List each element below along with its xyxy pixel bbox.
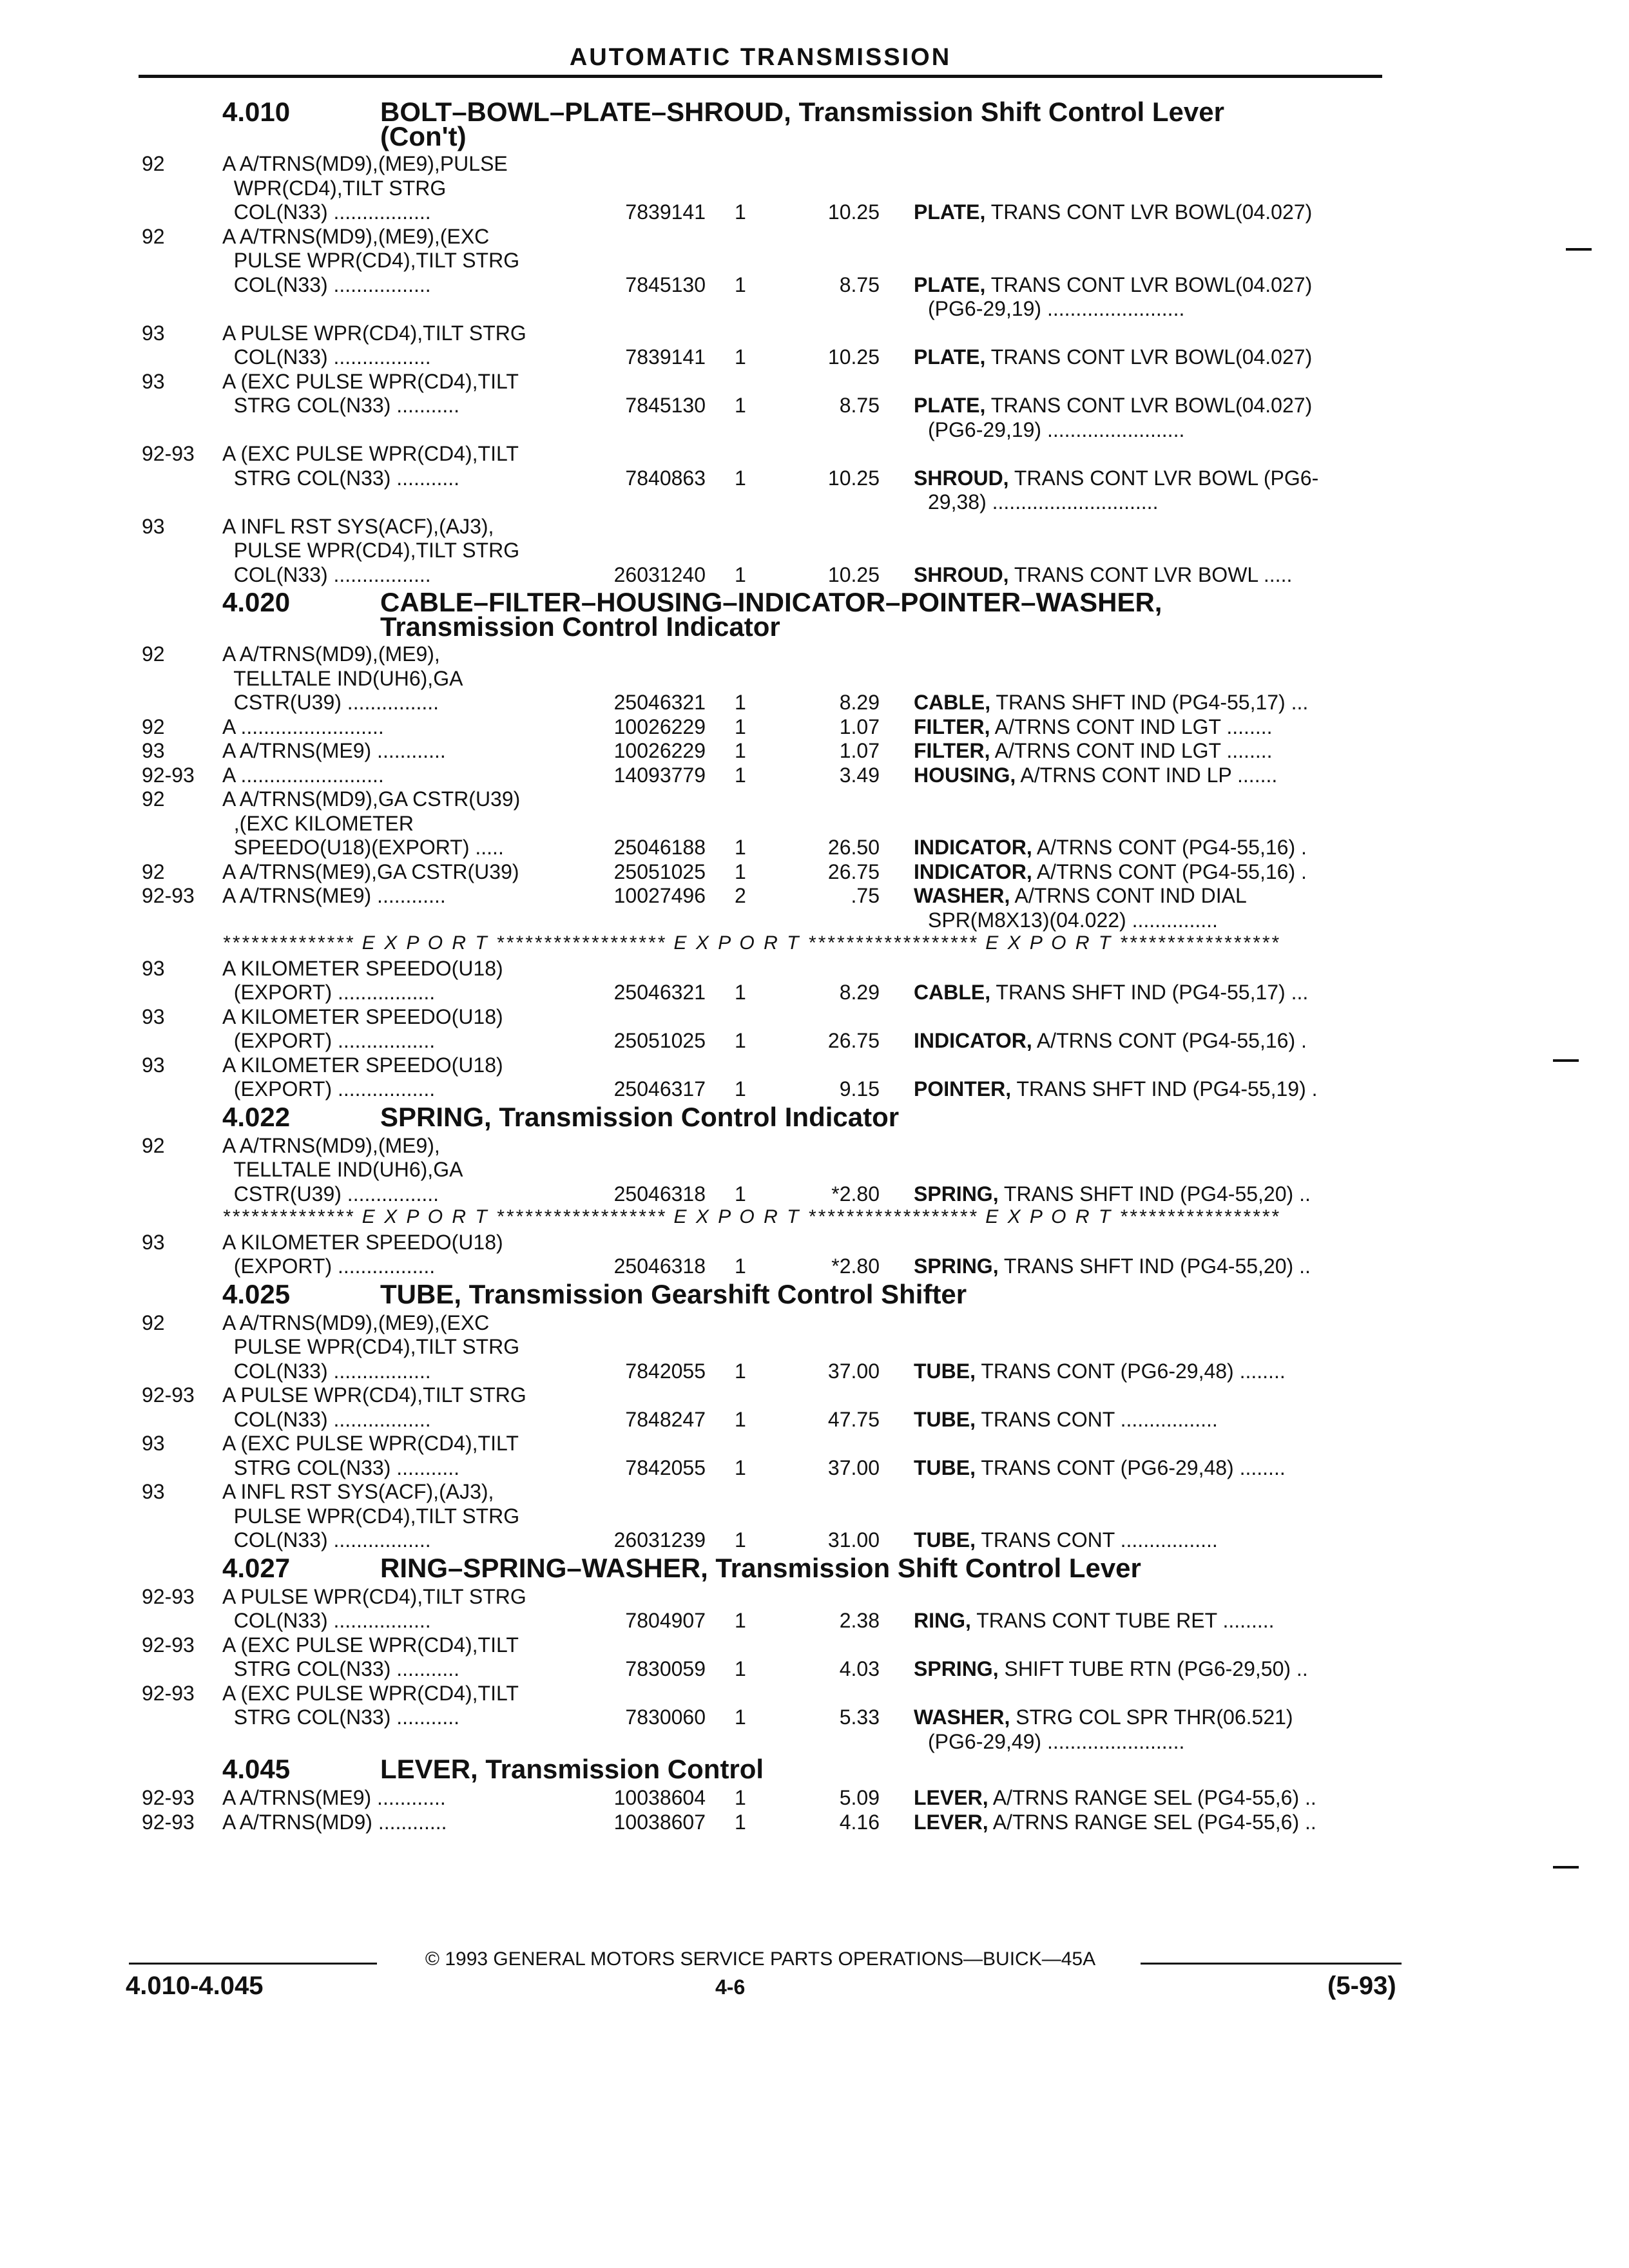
part-name: FILTER, <box>914 739 990 762</box>
part-name: TUBE, <box>914 1407 976 1431</box>
model-usage: A PULSE WPR(CD4),TILT STRG <box>222 1584 526 1608</box>
part-description-text: TRANS CONT LVR BOWL(04.027) <box>990 394 1313 417</box>
model-usage: A A/TRNS(MD9) ............ <box>222 1810 447 1834</box>
model-usage: A KILOMETER SPEEDO(U18) <box>222 1230 503 1254</box>
section-code: 4.020 <box>222 587 291 617</box>
part-name: TUBE, <box>914 1456 976 1479</box>
model-usage: STRG COL(N33) ........... <box>222 466 460 490</box>
part-description-text: A/TRNS RANGE SEL (PG4-55,6) .. <box>992 1810 1316 1834</box>
price: 10.25 <box>827 200 880 224</box>
model-usage: COL(N33) ................. <box>222 200 431 224</box>
model-usage: STRG COL(N33) ........... <box>222 394 460 417</box>
part-description-text: TRANS CONT ................. <box>981 1528 1218 1552</box>
model-usage: A A/TRNS(MD9),(ME9),PULSE <box>222 152 508 175</box>
section-code: 4.027 <box>222 1552 291 1583</box>
footer-revision-date: (5-93) <box>1327 1972 1396 2000</box>
model-usage: A (EXC PULSE WPR(CD4),TILT <box>222 369 519 393</box>
part-description <box>914 1360 1286 1383</box>
part-number: 10027496 <box>613 884 706 907</box>
part-description <box>914 1657 1308 1681</box>
part-number: 25046321 <box>613 691 706 714</box>
price: 26.75 <box>827 1029 880 1052</box>
part-name: PLATE, <box>914 345 986 369</box>
part-description-text: TRANS SHFT IND (PG4-55,17) ... <box>996 691 1309 714</box>
footer-copyright: © 1993 GENERAL MOTORS SERVICE PARTS OPERATIONS—BUICK—45A <box>425 1948 1096 1970</box>
part-description-text: TRANS CONT TUBE RET ......... <box>976 1609 1275 1632</box>
model-usage: A ......................... <box>222 763 384 787</box>
section-title-continued: (Con't) <box>380 121 467 151</box>
quantity: 1 <box>735 1254 746 1278</box>
model-usage: CSTR(U39) ................ <box>222 691 439 714</box>
part-name: PLATE, <box>914 200 986 224</box>
price: 9.15 <box>839 1077 880 1100</box>
price: 37.00 <box>827 1456 880 1479</box>
model-usage: A A/TRNS(ME9),GA CSTR(U39) <box>222 860 519 883</box>
section-title: BOLT–BOWL–PLATE–SHROUD, Transmission Shift Control Lever <box>380 97 1224 127</box>
part-description <box>914 1456 1286 1480</box>
part-number: 10038604 <box>613 1786 706 1809</box>
model-usage: COL(N33) ................. <box>222 1359 431 1383</box>
model-usage: PULSE WPR(CD4),TILT STRG <box>222 249 520 272</box>
price: 10.25 <box>827 345 880 369</box>
part-number: 25046318 <box>613 1254 706 1278</box>
model-usage: A A/TRNS(MD9),(ME9),(EXC <box>222 1311 490 1334</box>
price: 37.00 <box>827 1359 880 1383</box>
model-usage: A KILOMETER SPEEDO(U18) <box>222 956 503 980</box>
part-number: 7845130 <box>625 394 706 417</box>
part-description <box>914 1786 1316 1810</box>
part-description-text: A/TRNS CONT IND LGT ........ <box>994 715 1273 738</box>
model-usage: (EXPORT) ................. <box>222 1029 436 1052</box>
part-name: TUBE, <box>914 1359 976 1383</box>
price: 1.07 <box>839 739 880 762</box>
part-number: 10038607 <box>613 1810 706 1834</box>
model-year: 92-93 <box>142 1786 195 1809</box>
part-number: 26031239 <box>613 1528 706 1552</box>
model-usage: (EXPORT) ................. <box>222 981 436 1004</box>
quantity: 1 <box>735 1609 746 1632</box>
part-name: LEVER, <box>914 1810 988 1834</box>
model-usage: A (EXC PULSE WPR(CD4),TILT <box>222 1681 519 1705</box>
model-usage: TELLTALE IND(UH6),GA <box>222 666 463 690</box>
part-description-text: TRANS CONT LVR BOWL ..... <box>1014 562 1293 586</box>
part-description <box>914 466 1318 490</box>
price: 8.29 <box>839 981 880 1004</box>
model-usage: A A/TRNS(ME9) ............ <box>222 884 446 907</box>
model-year: 92-93 <box>142 763 195 787</box>
part-description-text: TRANS SHFT IND (PG4-55,20) .. <box>1003 1254 1311 1278</box>
model-usage: A PULSE WPR(CD4),TILT STRG <box>222 1383 526 1407</box>
footer-page-number: 4-6 <box>715 1975 746 1999</box>
part-description <box>914 691 1308 715</box>
part-description <box>914 563 1292 587</box>
quantity: 1 <box>735 1706 746 1729</box>
model-year: 92-93 <box>142 884 195 907</box>
part-description-continued: SPR(M8X13)(04.022) ............... <box>928 908 1218 932</box>
price: 31.00 <box>827 1528 880 1552</box>
part-description <box>914 981 1308 1004</box>
quantity: 1 <box>735 394 746 417</box>
part-number: 7842055 <box>625 1456 706 1479</box>
part-number: 7804907 <box>625 1609 706 1632</box>
model-year: 93 <box>142 1480 165 1503</box>
price: *2.80 <box>831 1254 880 1278</box>
model-year: 93 <box>142 321 165 345</box>
margin-mark <box>1553 1059 1579 1062</box>
part-description-text: TRANS CONT (PG6-29,48) ........ <box>981 1359 1286 1383</box>
model-usage: (EXPORT) ................. <box>222 1254 436 1278</box>
part-number: 10026229 <box>613 715 706 738</box>
part-number: 25046188 <box>613 836 706 859</box>
part-description-continued: (PG6-29,49) ........................ <box>928 1729 1185 1753</box>
part-description-text: TRANS SHFT IND (PG4-55,20) .. <box>1003 1182 1311 1206</box>
price: 10.25 <box>827 466 880 490</box>
model-year: 92-93 <box>142 1584 195 1608</box>
part-number: 25051025 <box>613 860 706 883</box>
quantity: 1 <box>735 1077 746 1100</box>
part-description <box>914 836 1307 860</box>
model-year: 92 <box>142 1133 165 1157</box>
part-description <box>914 1408 1218 1432</box>
price: 26.50 <box>827 836 880 859</box>
part-number: 7840863 <box>625 466 706 490</box>
quantity: 1 <box>735 1786 746 1809</box>
part-number: 25046321 <box>613 981 706 1004</box>
part-description <box>914 739 1273 763</box>
model-usage: A ......................... <box>222 715 384 738</box>
part-name: SHROUD, <box>914 562 1009 586</box>
quantity: 1 <box>735 836 746 859</box>
part-name: HOUSING, <box>914 763 1016 787</box>
footer-rule <box>1141 1963 1402 1965</box>
section-title: CABLE–FILTER–HOUSING–INDICATOR–POINTER–WASHER, <box>380 587 1162 617</box>
price: 2.38 <box>839 1609 880 1632</box>
model-usage: A A/TRNS(MD9),(ME9), <box>222 642 440 666</box>
quantity: 1 <box>735 1407 746 1431</box>
part-name: WASHER, <box>914 884 1010 907</box>
part-description-text: A/TRNS CONT IND LGT ........ <box>994 739 1273 762</box>
model-usage: ,(EXC KILOMETER <box>222 811 414 835</box>
model-year: 93 <box>142 1432 165 1455</box>
model-year: 92-93 <box>142 1681 195 1705</box>
model-year: 92 <box>142 224 165 248</box>
part-name: SPRING, <box>914 1254 999 1278</box>
part-description <box>914 1528 1218 1552</box>
part-description <box>914 200 1312 224</box>
model-year: 92 <box>142 1311 165 1334</box>
model-usage: STRG COL(N33) ........... <box>222 1706 460 1729</box>
part-description <box>914 1254 1311 1278</box>
price: 47.75 <box>827 1407 880 1431</box>
part-description-text: TRANS CONT LVR BOWL(04.027) <box>990 200 1313 224</box>
part-number: 26031240 <box>613 562 706 586</box>
part-description <box>914 860 1307 884</box>
part-name: TUBE, <box>914 1528 976 1552</box>
model-year: 93 <box>142 1053 165 1077</box>
margin-mark <box>1566 248 1592 251</box>
part-number: 7842055 <box>625 1359 706 1383</box>
part-description-text: A/TRNS CONT IND LP ....... <box>1020 763 1278 787</box>
model-usage: A A/TRNS(MD9),GA CSTR(U39) <box>222 787 521 811</box>
quantity: 1 <box>735 739 746 762</box>
quantity: 1 <box>735 1657 746 1680</box>
section-title: SPRING, Transmission Control Indicator <box>380 1101 900 1132</box>
model-year: 93 <box>142 739 165 762</box>
part-description <box>914 394 1312 418</box>
part-description-text: SHIFT TUBE RTN (PG6-29,50) .. <box>1004 1657 1308 1680</box>
model-year: 92 <box>142 642 165 666</box>
part-name: CABLE, <box>914 981 991 1004</box>
part-name: PLATE, <box>914 273 986 296</box>
section-code: 4.022 <box>222 1101 291 1132</box>
model-usage: COL(N33) ................. <box>222 1609 431 1632</box>
part-description <box>914 1609 1275 1633</box>
model-usage: A A/TRNS(ME9) ............ <box>222 1786 446 1809</box>
price: 5.33 <box>839 1706 880 1729</box>
part-name: FILTER, <box>914 715 990 738</box>
model-year: 93 <box>142 514 165 538</box>
part-description <box>914 1182 1311 1206</box>
price: 1.07 <box>839 715 880 738</box>
part-description <box>914 715 1273 739</box>
quantity: 1 <box>735 1456 746 1479</box>
section-title: LEVER, Transmission Control <box>380 1754 764 1784</box>
part-name: CABLE, <box>914 691 991 714</box>
model-usage: SPEEDO(U18)(EXPORT) ..... <box>222 836 504 859</box>
model-usage: PULSE WPR(CD4),TILT STRG <box>222 1335 520 1358</box>
quantity: 1 <box>735 1528 746 1552</box>
part-description-text: TRANS CONT (PG6-29,48) ........ <box>981 1456 1286 1479</box>
part-number: 10026229 <box>613 739 706 762</box>
model-usage: WPR(CD4),TILT STRG <box>222 176 447 200</box>
model-usage: A PULSE WPR(CD4),TILT STRG <box>222 321 526 345</box>
model-year: 92 <box>142 860 165 883</box>
model-year: 93 <box>142 956 165 980</box>
part-description <box>914 1029 1307 1053</box>
model-usage: PULSE WPR(CD4),TILT STRG <box>222 539 520 562</box>
part-number: 7830059 <box>625 1657 706 1680</box>
quantity: 1 <box>735 273 746 296</box>
model-year: 92 <box>142 152 165 175</box>
part-description-text: A/TRNS RANGE SEL (PG4-55,6) .. <box>992 1786 1316 1809</box>
part-number: 7839141 <box>625 345 706 369</box>
part-description-text: A/TRNS CONT (PG4-55,16) . <box>1036 836 1307 859</box>
part-number: 7845130 <box>625 273 706 296</box>
part-name: RING, <box>914 1609 971 1632</box>
model-usage: A (EXC PULSE WPR(CD4),TILT <box>222 442 519 465</box>
section-code: 4.025 <box>222 1278 291 1309</box>
part-description-continued: (PG6-29,19) ........................ <box>928 418 1185 441</box>
model-usage: TELLTALE IND(UH6),GA <box>222 1158 463 1181</box>
part-description <box>914 345 1312 369</box>
model-year: 92-93 <box>142 1633 195 1657</box>
part-name: PLATE, <box>914 394 986 417</box>
model-usage: COL(N33) ................. <box>222 1528 431 1552</box>
part-number: 25046317 <box>613 1077 706 1100</box>
model-year: 92 <box>142 787 165 811</box>
price: .75 <box>851 884 880 907</box>
part-name: LEVER, <box>914 1786 988 1809</box>
footer-rule <box>129 1963 377 1965</box>
footer-section-range: 4.010-4.045 <box>126 1972 264 2000</box>
part-description-text: TRANS CONT LVR BOWL (PG6- <box>1014 466 1319 490</box>
part-number: 7839141 <box>625 200 706 224</box>
part-number: 25046318 <box>613 1182 706 1206</box>
part-name: INDICATOR, <box>914 1029 1032 1052</box>
price: 26.75 <box>827 860 880 883</box>
part-number: 7830060 <box>625 1706 706 1729</box>
part-number: 14093779 <box>613 763 706 787</box>
part-name: SPRING, <box>914 1182 999 1206</box>
model-usage: A A/TRNS(MD9),(ME9),(EXC <box>222 224 490 248</box>
quantity: 1 <box>735 981 746 1004</box>
price: 4.16 <box>839 1810 880 1834</box>
quantity: 1 <box>735 200 746 224</box>
part-description-continued: (PG6-29,19) ........................ <box>928 297 1185 320</box>
model-usage: A KILOMETER SPEEDO(U18) <box>222 1053 503 1077</box>
part-description-text: TRANS SHFT IND (PG4-55,17) ... <box>996 981 1309 1004</box>
model-usage: STRG COL(N33) ........... <box>222 1657 460 1680</box>
model-usage: COL(N33) ................. <box>222 562 431 586</box>
quantity: 1 <box>735 562 746 586</box>
section-title: RING–SPRING–WASHER, Transmission Shift Control Lever <box>380 1552 1141 1583</box>
part-description-text: TRANS CONT LVR BOWL(04.027) <box>990 345 1313 369</box>
model-usage: A A/TRNS(ME9) ............ <box>222 739 446 762</box>
parts-listing <box>0 90 1629 1939</box>
part-name: SHROUD, <box>914 466 1009 490</box>
quantity: 2 <box>735 884 746 907</box>
part-description <box>914 1706 1293 1729</box>
part-name: INDICATOR, <box>914 860 1032 883</box>
quantity: 1 <box>735 691 746 714</box>
model-usage: A KILOMETER SPEEDO(U18) <box>222 1004 503 1028</box>
part-description-text: STRG COL SPR THR(06.521) <box>1016 1706 1293 1729</box>
quantity: 1 <box>735 763 746 787</box>
model-usage: A (EXC PULSE WPR(CD4),TILT <box>222 1432 519 1455</box>
model-year: 93 <box>142 369 165 393</box>
header-rule <box>139 75 1382 78</box>
price: 8.75 <box>839 394 880 417</box>
export-banner: ************** E X P O R T ****************** E X P O R T ****************** E X P O R T ***************** <box>222 932 1280 954</box>
model-year: 92 <box>142 715 165 738</box>
part-name: INDICATOR, <box>914 836 1032 859</box>
page-title: AUTOMATIC TRANSMISSION <box>569 44 952 71</box>
part-description-text: A/TRNS CONT (PG4-55,16) . <box>1036 860 1307 883</box>
margin-mark <box>1553 1866 1579 1869</box>
price: *2.80 <box>831 1182 880 1206</box>
part-description <box>914 764 1277 787</box>
model-year: 92-93 <box>142 442 195 465</box>
part-number: 7848247 <box>625 1407 706 1431</box>
quantity: 1 <box>735 466 746 490</box>
model-usage: A A/TRNS(MD9),(ME9), <box>222 1133 440 1157</box>
part-description-continued: 29,38) ............................. <box>928 490 1159 514</box>
part-description-text: TRANS CONT ................. <box>981 1407 1218 1431</box>
part-name: SPRING, <box>914 1657 999 1680</box>
quantity: 1 <box>735 715 746 738</box>
part-description-text: TRANS SHFT IND (PG4-55,19) . <box>1016 1077 1318 1100</box>
model-year: 93 <box>142 1004 165 1028</box>
model-year: 92-93 <box>142 1383 195 1407</box>
part-description <box>914 1811 1316 1834</box>
section-title-continued: Transmission Control Indicator <box>380 611 780 642</box>
quantity: 1 <box>735 345 746 369</box>
section-title: TUBE, Transmission Gearshift Control Shifter <box>380 1278 967 1309</box>
part-name: WASHER, <box>914 1706 1010 1729</box>
model-usage: COL(N33) ................. <box>222 345 431 369</box>
part-description-text: A/TRNS CONT IND DIAL <box>1014 884 1247 907</box>
export-banner: ************** E X P O R T ****************** E X P O R T ****************** E X P O R T ***************** <box>222 1206 1280 1227</box>
model-usage: A INFL RST SYS(ACF),(AJ3), <box>222 514 494 538</box>
model-usage: COL(N33) ................. <box>222 273 431 296</box>
quantity: 1 <box>735 1182 746 1206</box>
price: 10.25 <box>827 562 880 586</box>
price: 8.29 <box>839 691 880 714</box>
price: 3.49 <box>839 763 880 787</box>
quantity: 1 <box>735 860 746 883</box>
price: 4.03 <box>839 1657 880 1680</box>
part-description-text: TRANS CONT LVR BOWL(04.027) <box>990 273 1313 296</box>
model-usage: (EXPORT) ................. <box>222 1077 436 1100</box>
quantity: 1 <box>735 1029 746 1052</box>
price: 5.09 <box>839 1786 880 1809</box>
quantity: 1 <box>735 1359 746 1383</box>
model-usage: A INFL RST SYS(ACF),(AJ3), <box>222 1480 494 1503</box>
part-number: 25051025 <box>613 1029 706 1052</box>
model-year: 92-93 <box>142 1810 195 1834</box>
price: 8.75 <box>839 273 880 296</box>
part-description <box>914 273 1312 297</box>
part-description <box>914 1077 1318 1101</box>
model-usage: A (EXC PULSE WPR(CD4),TILT <box>222 1633 519 1657</box>
model-usage: STRG COL(N33) ........... <box>222 1456 460 1479</box>
part-description <box>914 884 1247 908</box>
section-code: 4.010 <box>222 97 291 127</box>
model-usage: COL(N33) ................. <box>222 1407 431 1431</box>
section-code: 4.045 <box>222 1754 291 1784</box>
part-name: POINTER, <box>914 1077 1012 1100</box>
model-usage: PULSE WPR(CD4),TILT STRG <box>222 1504 520 1528</box>
part-description-text: A/TRNS CONT (PG4-55,16) . <box>1036 1029 1307 1052</box>
quantity: 1 <box>735 1810 746 1834</box>
model-usage: CSTR(U39) ................ <box>222 1182 439 1206</box>
model-year: 93 <box>142 1230 165 1254</box>
